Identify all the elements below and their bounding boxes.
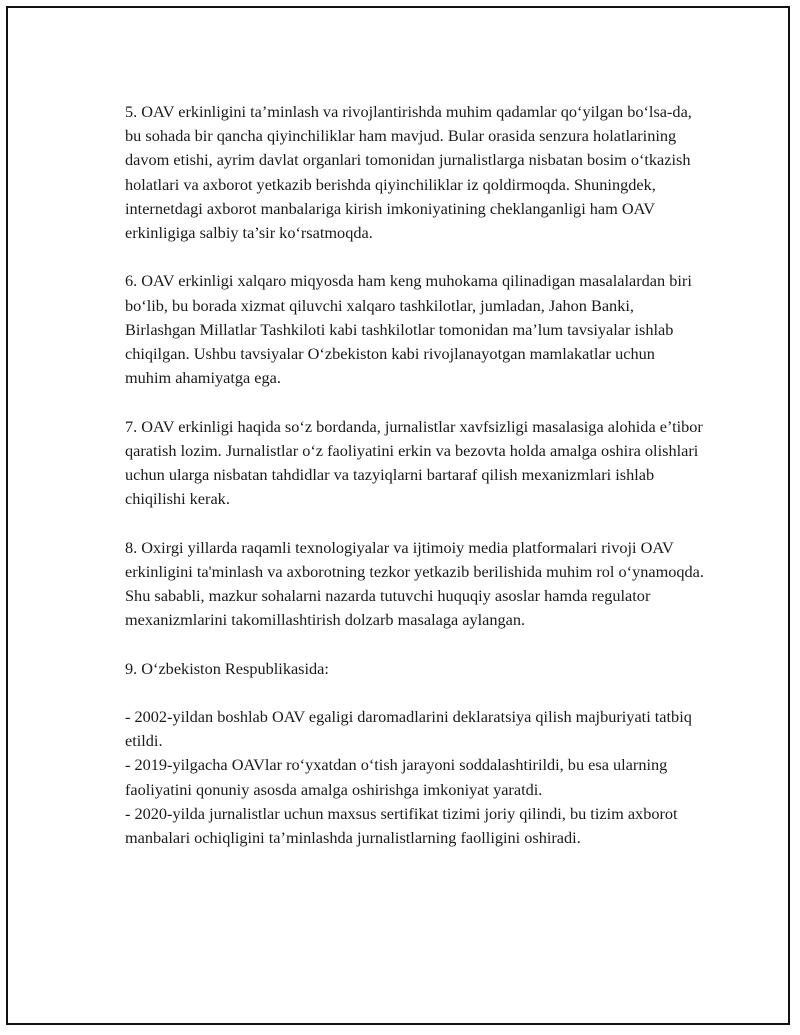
paragraph-6: 6. OAV erkinligi xalqaro miqyosda ham keng muhokama qilinadigan masalalardan biri bo‘lib, bu borada xizmat qiluvchi xalqaro tashkilotlar, jumladan, Jahon Banki, Birlashgan Millatlar Tashkiloti kabi tashkilotlar tomonidan ma’lum tavsiyalar ishlab chiqilgan. Ushbu tavsiyalar O‘zbekiston kabi rivojlanayotgan mamlakatlar uchun muhim ahamiyatga ega. bbox=[125, 271, 692, 388]
paragraph-5: 5. OAV erkinligini ta’minlash va rivojlantirishda muhim qadamlar qo‘yilgan bo‘lsa-da, bu sohada bir qancha qiyinchiliklar ham mavjud. Bular orasida senzura holatlarining davom etishi, ayrim davlat organlari tomonidan jurnalistlarga nisbatan bosim o‘tkazish holatlari va axborot yetkazib berishda qiyinchiliklar iz qoldirmoqda. Shuningdek, internetdagi axborot manbalariga kirish imkoniyatining cheklanganligi ham OAV erkinligiga salbiy ta’sir ko‘rsatmoqda. bbox=[125, 102, 692, 243]
paragraph-7: 7. OAV erkinligi haqida so‘z bordanda, jurnalistlar xavfsizligi masalasiga alohida e’tibor qaratish lozim. Jurnalistlar o‘z faoliyatini erkin va bezovta holda amalga oshira olishlari uchun ularga nisbatan tahdidlar va tazyiqlarni bartaraf qilish mexanizmlari ishlab chiqilishi kerak. bbox=[125, 416, 703, 509]
paragraph-8: 8. Oxirgi yillarda raqamli texnologiyalar va ijtimoiy media platformalari rivoji OAV erkinligini ta'minlash va axborotning tezkor yetkazib berilishida muhim rol o‘ynamoqda. Shu sababli, mazkur sohalarni nazarda tutuvchi huquqiy asoslar hamda regulator mexanizmlarini takomillashtirish dolzarb masalaga aylangan. bbox=[125, 537, 704, 630]
page-frame bbox=[6, 6, 790, 1025]
list-item: - 2020-yilda jurnalistlar uchun maxsus sertifikat tizimi joriy qilindi, bu tizim axborot manbalari ochiqligini ta’minlashda jurnalistlarning faolligini oshiradi. bbox=[125, 803, 678, 848]
document-body bbox=[125, 100, 705, 850]
paragraph-9-heading: 9. O‘zbekiston Respublikasida: bbox=[125, 658, 329, 678]
measures-list bbox=[125, 705, 705, 850]
list-item: - 2019-yilgacha OAVlar ro‘yxatdan o‘tish jarayoni soddalashtirildi, bu esa ularning faoliyatini qonuniy asosda amalga oshirishga imkoniyat yaratdi. bbox=[125, 755, 668, 799]
list-item: - 2002-yildan boshlab OAV egaligi daromadlarini deklaratsiya qilish majburiyati tatbiq etildi. bbox=[125, 707, 692, 751]
